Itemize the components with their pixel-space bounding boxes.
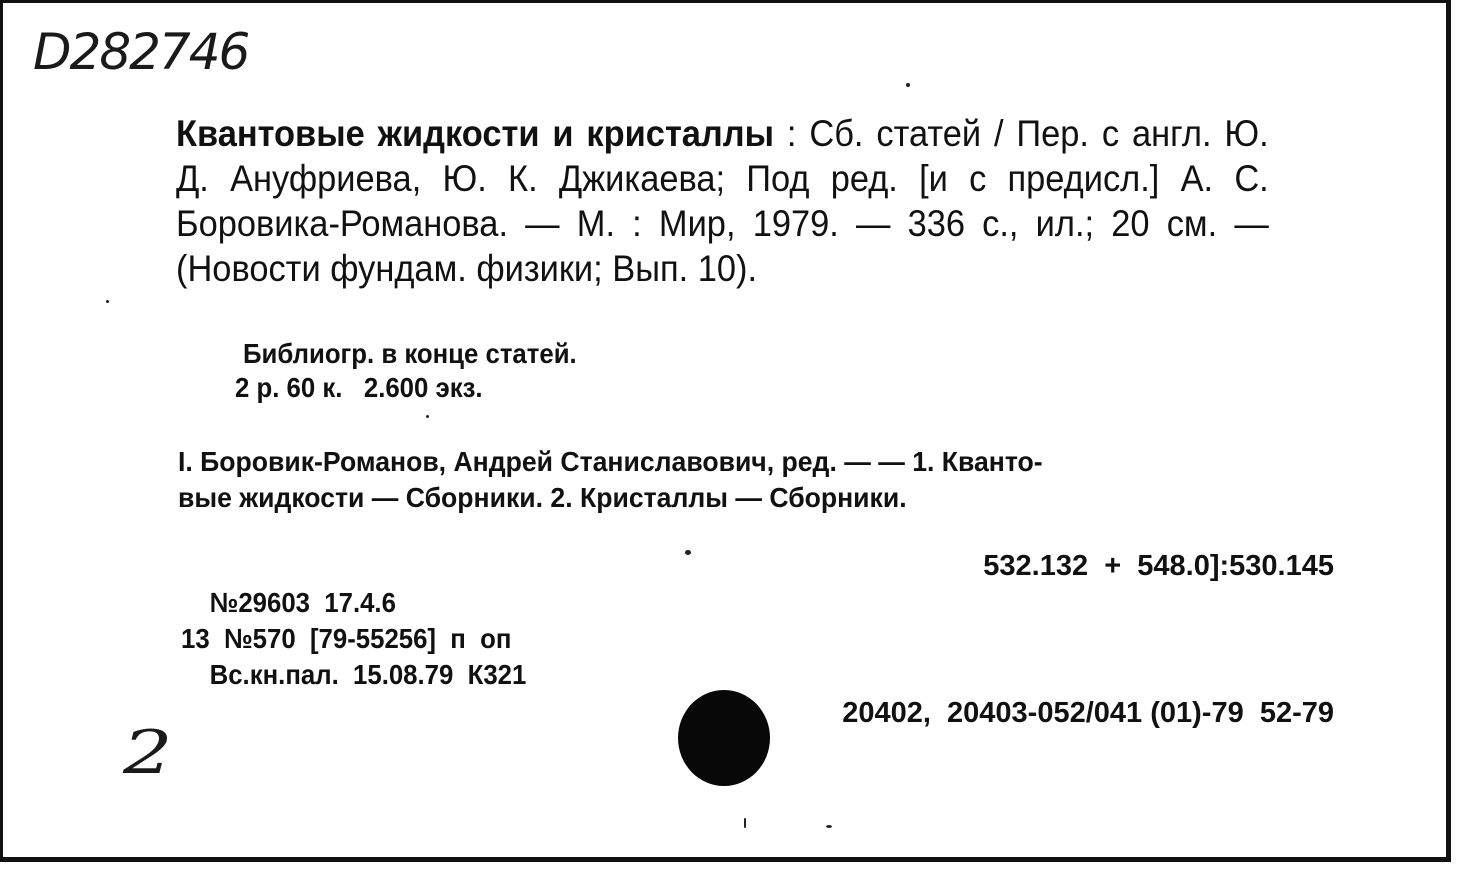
price-and-print-run: 2 р. 60 к. 2.600 экз. xyxy=(235,372,483,403)
technical-data xyxy=(181,585,526,693)
description-body: : Сб. статей / Пер. с англ. Ю. Д. Ануфриева, Ю. К. Джикаева; Под ред. [и с предисл.] А. С. Боровика-Романова. — М. : Мир, 1979. — 336 с., ил.; 20 см. — (Новости фундам. физики; Вып. 10). xyxy=(176,113,1269,289)
book-title: Квантовые жидкости и кристаллы xyxy=(176,113,775,154)
bibliography-note: Библиогр. в конце статей. xyxy=(243,338,577,369)
ink-speck xyxy=(744,818,746,828)
tech-line: №29603 17.4.6 xyxy=(181,587,396,618)
classification-code: 20402, 20403-052/041 (01)-79 52-79 xyxy=(842,697,1334,729)
ink-speck xyxy=(106,300,109,303)
ink-speck xyxy=(685,550,691,555)
tracings xyxy=(178,444,1294,516)
ink-speck xyxy=(906,83,910,87)
udc-index: 532.132 + 548.0]:530.145 xyxy=(983,550,1334,582)
tracing-line: вые жидкости — Сборники. 2. Кристаллы — Сборники. xyxy=(178,482,907,513)
tracing-line: I. Боровик-Романов, Андрей Станиславович, ред. — — 1. Кванто- xyxy=(178,446,1043,477)
tech-line: Вс.кн.пал. 15.08.79 К321 xyxy=(181,659,527,690)
handwritten-mark: 2 xyxy=(123,718,173,788)
bibliographic-description xyxy=(176,111,1269,291)
call-number: D282746 xyxy=(33,23,249,81)
punch-hole xyxy=(678,690,770,786)
ink-speck xyxy=(826,825,832,828)
tech-line: 13 №570 [79-55256] п оп xyxy=(181,623,512,654)
ink-speck xyxy=(426,415,429,418)
